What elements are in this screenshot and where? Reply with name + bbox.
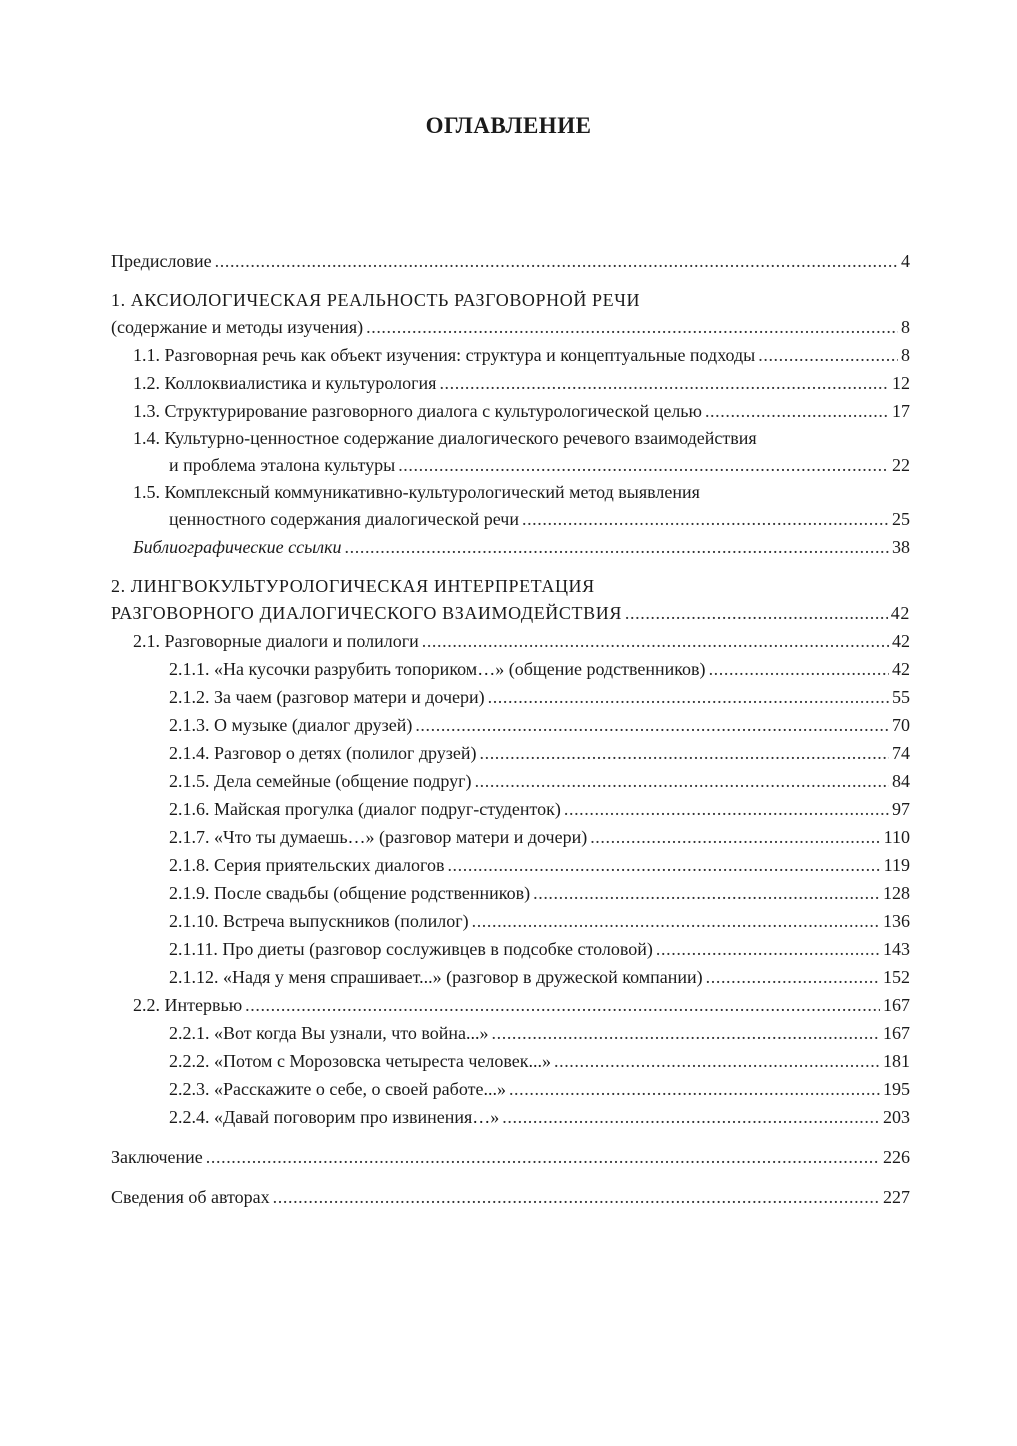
dot-leader [472,907,880,935]
toc-entry-2-1-6[interactable] [111,795,910,823]
toc-entry-title: 1.2. Коллоквиалистика и культурология [133,373,437,393]
toc-page-number: 152 [883,967,910,987]
toc-entry-2-1-9[interactable] [111,879,910,907]
dot-leader [215,247,898,275]
toc-entry-1-3[interactable] [111,397,910,425]
toc-entry-2-1-1[interactable] [111,655,910,683]
toc-page-number: 70 [892,715,910,735]
toc-entry-title: 2.1.6. Майская прогулка (диалог подруг-студенток) [169,799,561,819]
toc-entry-bibliography[interactable] [111,533,910,561]
toc-entry-title: 2.1.1. «На кусочки разрубить топориком…» (общение родственников) [169,659,706,679]
toc-entry-title: 1. АКСИОЛОГИЧЕСКАЯ РЕАЛЬНОСТЬ РАЗГОВОРНОЙ РЕЧИ [111,290,641,310]
toc-page-number: 12 [892,373,910,393]
toc-entry-1-4-line1[interactable] [111,425,910,452]
dot-leader [522,506,889,533]
dot-leader [415,711,889,739]
toc-entry-2-2[interactable] [111,991,910,1019]
toc-page-number: 97 [892,799,910,819]
toc-entry-title: 1.3. Структурирование разговорного диалога с культурологической целью [133,401,702,421]
toc-page-number: 42 [892,631,910,651]
dot-leader [345,533,889,561]
toc-page-number: 226 [883,1147,910,1167]
toc-entry-1-1[interactable] [111,341,910,369]
toc-entry-title: 1.4. Культурно-ценностное содержание диалогического речевого взаимодействия [133,428,757,448]
toc-entry-2-1[interactable] [111,627,910,655]
dot-leader [706,963,880,991]
toc-entry-title: 2.1.3. О музыке (диалог друзей) [169,715,413,735]
dot-leader [625,600,888,627]
toc-page-number: 203 [883,1107,910,1127]
toc-entry-title: 2.2.3. «Расскажите о себе, о своей работе...» [169,1079,506,1099]
dot-leader [590,823,880,851]
toc-entry-preface[interactable] [111,247,910,275]
dot-leader [447,851,880,879]
toc-entry-2-1-4[interactable] [111,739,910,767]
toc-entry-2-1-8[interactable] [111,851,910,879]
toc-page-number: 42 [892,659,910,679]
toc-entry-title: 2.1.5. Дела семейные (общение подруг) [169,771,472,791]
toc-entry-2-2-3[interactable] [111,1075,910,1103]
toc-page-number: 8 [901,317,910,337]
dot-leader [398,452,889,479]
toc-entry-title: 2.1.8. Серия приятельских диалогов [169,855,445,875]
toc-entry-title: 2.1.2. За чаем (разговор матери и дочери) [169,687,485,707]
toc-entry-1-2[interactable] [111,369,910,397]
toc-entry-1-4-line2[interactable] [111,452,910,479]
toc-entry-title: 1.1. Разговорная речь как объект изучения: структура и концептуальные подходы [133,345,756,365]
dot-leader [273,1183,880,1211]
toc-entry-2-1-3[interactable] [111,711,910,739]
toc-chapter-1-heading[interactable] [111,287,910,314]
toc-entry-title: 1.5. Комплексный коммуникативно-культурологический метод выявления [133,482,700,502]
dot-leader [564,795,889,823]
dot-leader [709,655,889,683]
toc-entry-title: 2.1.12. «Надя у меня спрашивает...» (разговор в дружеской компании) [169,967,703,987]
dot-leader [656,935,880,963]
toc-page-number: 143 [883,939,910,959]
toc-page-number: 74 [892,743,910,763]
toc-entry-2-1-11[interactable] [111,935,910,963]
toc-page-number: 128 [883,883,910,903]
toc-entry-title: 2.1.9. После свадьбы (общение родственников) [169,883,531,903]
page-title: ОГЛАВЛЕНИЕ [425,113,592,138]
toc-page-number: 25 [892,509,910,529]
dot-leader [554,1047,880,1075]
toc-entry-2-1-10[interactable] [111,907,910,935]
toc-entry-title: 2.1.10. Встреча выпускников (полилог) [169,911,469,931]
toc-entry-title: и проблема эталона культуры [169,455,396,475]
toc-entry-1-5-line1[interactable] [111,479,910,506]
toc-entry-title: ценностного содержания диалогической речи [169,509,519,529]
toc-chapter-1-subtitle[interactable] [111,314,910,341]
toc-entry-title: Заключение [111,1147,203,1167]
toc-page-number: 22 [892,455,910,475]
toc-entry-title: 2.2.2. «Потом с Морозовска четыреста человек...» [169,1051,551,1071]
toc-page-number: 195 [883,1079,910,1099]
toc-page-number: 38 [892,537,910,557]
toc-chapter-2-subtitle[interactable] [111,600,910,627]
toc-entry-title: 2.1.4. Разговор о детях (полилог друзей) [169,743,477,763]
dot-leader [366,314,898,341]
toc-page-number: 84 [892,771,910,791]
toc-entry-title: 2.2.1. «Вот когда Вы узнали, что война...» [169,1023,489,1043]
toc-entry-title: 2.2.4. «Давай поговорим про извинения…» [169,1107,500,1127]
toc-page-number: 167 [883,1023,910,1043]
toc-page-number: 181 [883,1051,910,1071]
toc-entry-conclusion[interactable] [111,1143,910,1171]
toc-entry-2-1-12[interactable] [111,963,910,991]
toc-entry-2-1-2[interactable] [111,683,910,711]
dot-leader [206,1143,880,1171]
dot-leader [502,1103,880,1131]
toc-entry-2-1-5[interactable] [111,767,910,795]
toc-entry-2-1-7[interactable] [111,823,910,851]
dot-leader [245,991,880,1019]
toc-entry-title: 2.1.7. «Что ты думаешь…» (разговор матери и дочери) [169,827,588,847]
dot-leader [705,397,889,425]
dot-leader [758,341,898,369]
table-of-contents [111,247,910,1211]
toc-chapter-2-heading[interactable] [111,573,910,600]
toc-entry-2-2-2[interactable] [111,1047,910,1075]
toc-page-number: 4 [901,251,910,271]
toc-entry-title: 2. ЛИНГВОКУЛЬТУРОЛОГИЧЕСКАЯ ИНТЕРПРЕТАЦИЯ [111,576,595,596]
toc-entry-1-5-line2[interactable] [111,506,910,533]
toc-page-number: 42 [890,603,910,623]
toc-entry-2-2-1[interactable] [111,1019,910,1047]
toc-page-number: 227 [883,1187,910,1207]
toc-page-number: 17 [892,401,910,421]
toc-entry-title: Сведения об авторах [111,1187,270,1207]
toc-page-number: 55 [892,687,910,707]
dot-leader [480,739,890,767]
toc-entry-title: РАЗГОВОРНОГО ДИАЛОГИЧЕСКОГО ВЗАИМОДЕЙСТВИЯ [111,603,622,623]
toc-page-number: 167 [883,995,910,1015]
toc-page-number: 119 [883,855,910,875]
toc-entry-2-2-4[interactable] [111,1103,910,1131]
dot-leader [439,369,889,397]
dot-leader [488,683,889,711]
dot-leader [533,879,880,907]
toc-entry-title: 2.1. Разговорные диалоги и полилоги [133,631,419,651]
toc-page-number: 110 [883,827,910,847]
dot-leader [475,767,889,795]
toc-entry-authors[interactable] [111,1183,910,1211]
dot-leader [509,1075,880,1103]
toc-entry-title: Библиографические ссылки [133,537,342,557]
dot-leader [492,1019,880,1047]
toc-entry-title: Предисловие [111,251,212,271]
toc-page-number: 136 [883,911,910,931]
toc-entry-title: 2.1.11. Про диеты (разговор сослуживцев в подсобке столовой) [169,939,653,959]
toc-entry-title: (содержание и методы изучения) [111,317,364,337]
toc-page-number: 8 [901,345,910,365]
toc-entry-title: 2.2. Интервью [133,995,243,1015]
dot-leader [422,627,889,655]
